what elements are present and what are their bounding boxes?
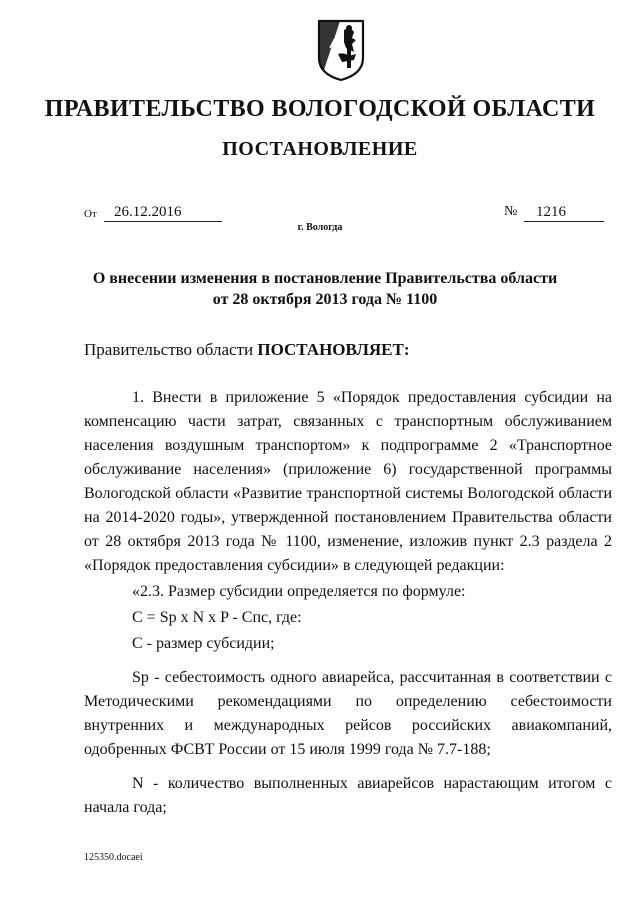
document-number: 1216 (524, 204, 604, 222)
paragraph-sp-definition: Sp - себестоимость одного авиарейса, рассчитанная в соответствии с Методическими рекомендациями по определению себестоимости внутренних и международных рейсов российских авиакомпаний, одобренных ФСВТ России от 15 июля 1999 года № 7.7-188; (84, 669, 612, 758)
paragraph-1: 1. Внести в приложение 5 «Порядок предоставления субсидии на компенсацию части затрат, связанных с транспортным обслуживанием населения воздушным транспортом» к подпрограмме 2 «Транспортное обслуживание населения» (приложение 6) государственной программы Вологодской области «Развитие транспортной системы Вологодской области на 2014-2020 годы», утвержденной постановлением Правительства области от 28 октября 2013 года № 1100, изменение, изложив пункт 2.3 раздела 2 «Порядок предоставления субсидии» в следующей редакции: (84, 389, 612, 574)
document-date: 26.12.2016 (104, 204, 222, 222)
date-label: От (84, 208, 97, 220)
document-type-title: ПОСТАНОВЛЕНИЕ (222, 138, 418, 160)
paragraph-2: «2.3. Размер субсидии определяется по формуле: (132, 583, 466, 600)
decree-lead: Правительство области (84, 340, 258, 359)
subject-line-2: от 28 октября 2013 года № 1100 (212, 291, 438, 308)
document-city: г. Вологда (297, 222, 343, 233)
document-body (84, 386, 612, 820)
document-subject (80, 268, 570, 310)
subject-line-1: О внесении изменения в постановление Правительства области (92, 270, 558, 287)
decree-statement (84, 340, 410, 360)
footer-filename: 125350.docaei (84, 852, 143, 863)
paragraph-n-definition: N - количество выполненных авиарейсов нарастающим итогом с начала года; (84, 775, 612, 816)
government-title: ПРАВИТЕЛЬСТВО ВОЛОГОДСКОЙ ОБЛАСТИ (44, 96, 596, 122)
number-label: № (504, 204, 518, 219)
coat-of-arms-icon (316, 18, 366, 82)
paragraph-c-definition: C - размер субсидии; (132, 635, 275, 652)
paragraph-formula: C = Sp x N x P - Спс, где: (132, 609, 302, 626)
decree-verb: ПОСТАНОВЛЯЕТ: (257, 340, 410, 359)
